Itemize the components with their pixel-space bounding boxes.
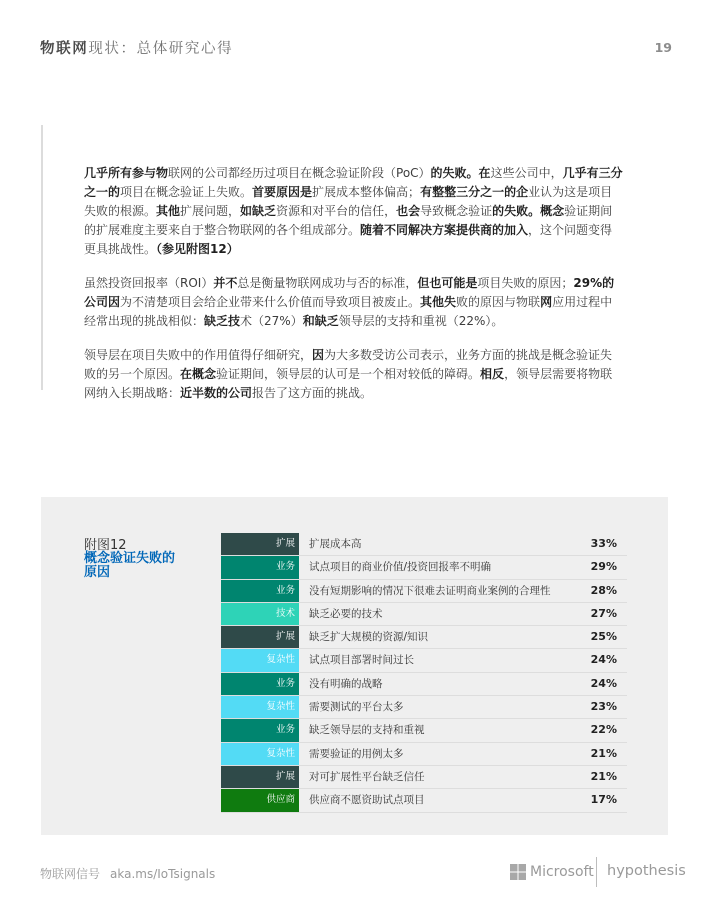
reason-percent: 17% bbox=[590, 793, 617, 807]
text-run: 败的原因与物联 bbox=[456, 295, 541, 309]
category-tag: 扩展 bbox=[221, 626, 299, 648]
reason-label: 缺乏领导层的支持和重视 bbox=[309, 724, 425, 737]
side-rule bbox=[41, 125, 43, 390]
text-run-bold: 随着不同解决方案提供商的加入 bbox=[360, 223, 529, 237]
reason-percent: 21% bbox=[590, 769, 617, 783]
body-text bbox=[84, 164, 624, 418]
text-run: 虽然投资回报率（ROI） bbox=[84, 276, 214, 290]
text-run-bold: 其他 bbox=[156, 204, 181, 218]
reason-percent: 24% bbox=[590, 653, 617, 667]
reason-label: 供应商不愿资助试点项目 bbox=[309, 794, 425, 807]
hypothesis-wordmark: hypothesis bbox=[607, 863, 686, 879]
reason-percent: 24% bbox=[590, 676, 617, 690]
page-number: 19 bbox=[654, 40, 672, 55]
text-run: 应用过程中经常出现的挑战相似： bbox=[84, 295, 613, 328]
reason-percent: 28% bbox=[590, 583, 617, 597]
paragraph-3 bbox=[84, 346, 624, 403]
category-tag: 业务 bbox=[221, 673, 299, 695]
figure-table bbox=[221, 533, 627, 813]
text-run: 联网的公司都经历过项目在概念验证阶段（PoC） bbox=[168, 166, 431, 180]
text-run-bold: 并不 bbox=[213, 276, 238, 290]
text-run: 报告了这方面的挑战。 bbox=[252, 386, 373, 400]
table-row bbox=[221, 673, 627, 696]
text-run: 资源和对平台的信任， bbox=[276, 204, 397, 218]
reason-percent: 23% bbox=[590, 700, 617, 714]
footer-brand bbox=[40, 865, 215, 882]
text-run-bold: 首要原因是 bbox=[252, 185, 313, 199]
text-run: 领导层的支持和重视（22%）。 bbox=[338, 314, 504, 328]
text-run: 业认为这是项目失败的根源。 bbox=[84, 185, 613, 218]
text-run: 这些公司中， bbox=[490, 166, 563, 180]
reason-percent: 21% bbox=[590, 746, 617, 760]
reason-percent: 22% bbox=[590, 723, 617, 737]
text-run-bold: 有整整三分之一的企 bbox=[420, 185, 529, 199]
text-run-bold: 和缺乏 bbox=[302, 314, 339, 328]
figure-label: 附图12 bbox=[84, 538, 127, 553]
table-row bbox=[221, 533, 627, 556]
table-row bbox=[221, 556, 627, 579]
text-run-bold: 在概念 bbox=[180, 367, 217, 381]
text-run-bold: 几乎所有参与物 bbox=[84, 166, 169, 180]
microsoft-logo-icon bbox=[510, 864, 526, 880]
category-tag: 扩展 bbox=[221, 533, 299, 555]
reason-percent: 27% bbox=[590, 606, 617, 620]
table-row bbox=[221, 580, 627, 603]
text-run: 扩展成本整体偏高； bbox=[312, 185, 421, 199]
text-run-bold: 近半数的公司 bbox=[180, 386, 253, 400]
text-run: 为大多数受访公司表示，业务方面的挑战是概念验证失败的另一个原因。 bbox=[84, 348, 613, 381]
text-run-bold: 几乎有三分之一的 bbox=[84, 166, 623, 199]
text-run-bold: 的失败。概念 bbox=[492, 204, 565, 218]
text-run: 项目在概念验证上失败。 bbox=[120, 185, 253, 199]
paragraph-1 bbox=[84, 164, 624, 259]
table-row bbox=[221, 766, 627, 789]
footer-url[interactable]: aka.ms/IoTsignals bbox=[110, 867, 216, 881]
table-row bbox=[221, 789, 627, 812]
text-run-bold: 因 bbox=[312, 348, 325, 362]
header-title-rest: 现状：总体研究心得 bbox=[88, 41, 234, 57]
reason-label: 没有短期影响的情况下很难去证明商业案例的合理性 bbox=[309, 584, 551, 597]
category-tag: 复杂性 bbox=[221, 649, 299, 671]
text-run-bold: 如缺乏 bbox=[240, 204, 277, 218]
footer-brand-name: 物联网信号 bbox=[40, 867, 101, 881]
figure-title: 概念验证失败的原因 bbox=[84, 551, 176, 580]
category-tag: 复杂性 bbox=[221, 743, 299, 765]
text-run: 领导层在项目失败中的作用值得仔细研究， bbox=[84, 348, 313, 362]
text-run: ，领导层需要将物联网纳入长期战略： bbox=[84, 367, 613, 400]
microsoft-wordmark: Microsoft bbox=[530, 864, 594, 880]
text-run-bold: 但也可能是 bbox=[417, 276, 478, 290]
table-row bbox=[221, 696, 627, 719]
text-run-bold: 的失败。在 bbox=[430, 166, 491, 180]
table-row bbox=[221, 603, 627, 626]
text-run-bold: 29%的公司因 bbox=[84, 276, 615, 309]
header-title-highlight: 物联网 bbox=[40, 41, 89, 57]
reason-label: 需要测试的平台太多 bbox=[309, 701, 404, 714]
table-row bbox=[221, 719, 627, 742]
text-run-bold: 相反 bbox=[480, 367, 505, 381]
text-run-bold: 其他失 bbox=[420, 295, 457, 309]
text-run-bold: 也会 bbox=[396, 204, 421, 218]
text-run: 术（27%） bbox=[240, 314, 303, 328]
text-run: 为不清楚项目会给企业带来什么价值而导致项目被废止。 bbox=[120, 295, 421, 309]
page-header-title bbox=[40, 37, 233, 58]
paragraph-2 bbox=[84, 274, 624, 331]
footer-divider bbox=[596, 857, 597, 887]
category-tag: 业务 bbox=[221, 719, 299, 741]
text-run: 验证期间，领导层的认可是一个相对较低的障碍。 bbox=[216, 367, 481, 381]
reason-label: 需要验证的用例太多 bbox=[309, 747, 404, 760]
reason-label: 扩展成本高 bbox=[309, 538, 362, 550]
table-row bbox=[221, 626, 627, 649]
text-run: 项目失败的原因； bbox=[477, 276, 574, 290]
text-run: 扩展问题， bbox=[180, 204, 241, 218]
category-tag: 扩展 bbox=[221, 766, 299, 788]
reason-label: 试点项目部署时间过长 bbox=[309, 654, 414, 667]
reason-percent: 33% bbox=[590, 537, 617, 550]
category-tag: 业务 bbox=[221, 580, 299, 602]
text-run: 验证期间的扩展难度主要来自于整合物联网的各个组成部分。 bbox=[84, 204, 613, 237]
reason-label: 没有明确的战略 bbox=[309, 677, 383, 690]
text-run-bold: 网 bbox=[540, 295, 553, 309]
text-run-bold: （参见附图12） bbox=[156, 242, 239, 256]
category-tag: 复杂性 bbox=[221, 696, 299, 718]
text-run-bold: 缺乏技 bbox=[204, 314, 241, 328]
reason-label: 试点项目的商业价值/投资回报率不明确 bbox=[309, 561, 492, 574]
category-tag: 业务 bbox=[221, 556, 299, 578]
reason-label: 对可扩展性平台缺乏信任 bbox=[309, 770, 425, 783]
text-run: 导致概念验证 bbox=[420, 204, 493, 218]
category-tag: 技术 bbox=[221, 603, 299, 625]
reason-label: 缺乏必要的技术 bbox=[309, 607, 383, 620]
table-row bbox=[221, 649, 627, 672]
table-row bbox=[221, 743, 627, 766]
text-run: ，这个问题变得更具挑战性。 bbox=[84, 223, 613, 256]
text-run: 总是衡量物联网成功与否的标准， bbox=[237, 276, 418, 290]
reason-percent: 29% bbox=[590, 560, 617, 574]
reason-label: 缺乏扩大规模的资源/知识 bbox=[309, 631, 429, 644]
figure-panel bbox=[41, 497, 668, 835]
reason-percent: 25% bbox=[590, 630, 617, 644]
category-tag: 供应商 bbox=[221, 789, 299, 811]
